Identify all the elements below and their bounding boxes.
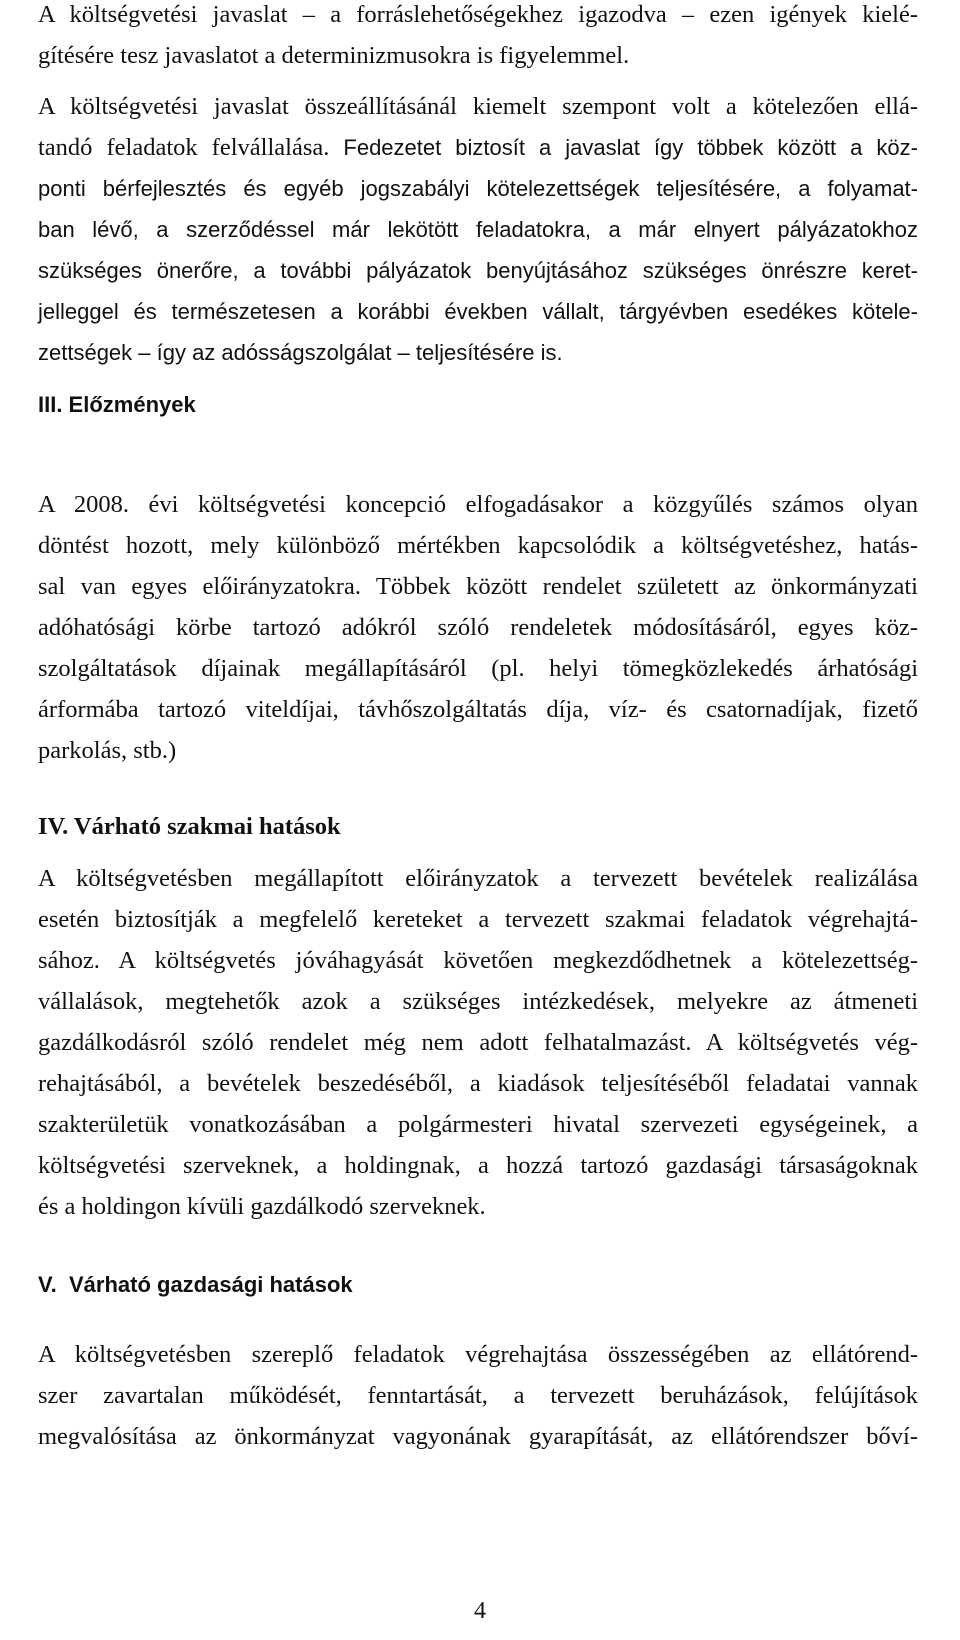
text-segment-sans: Fedezetet biztosít a javaslat így többek között a köz- [329, 135, 918, 160]
text-line: A költségvetési javaslat – a forráslehetőségekhez igazodva – ezen igények kielé- [38, 1, 918, 28]
text-line: A költségvetési javaslat összeállításánál kiemelt szempont volt a kötelezően ellá- [38, 93, 918, 120]
paragraph-professional-effects [38, 858, 918, 1227]
text-line: rehajtásából, a bevételek beszedéséből, a kiadások teljesítéséből feladatai vannak [38, 1070, 918, 1097]
text-line: ban lévő, a szerződéssel már lekötött feladatokra, a már elnyert pályázatokhoz [38, 217, 918, 242]
text-line: A költségvetésben megállapított előirányzatok a tervezett bevételek realizálása [38, 865, 918, 892]
text-line: megvalósítása az önkormányzat vagyonának gyarapítását, az ellátórendszer bőví- [38, 1423, 918, 1450]
text-line: adóhatósági körbe tartozó adókról szóló rendeletek módosításáról, egyes köz- [38, 614, 918, 641]
text-line: gazdálkodásról szóló rendelet még nem adott felhatalmazást. A költségvetés vég- [38, 1029, 918, 1056]
text-line: sal van egyes előirányzatokra. Többek között rendelet született az önkormányzati [38, 573, 918, 600]
text-line: szakterületük vonatkozásában a polgármesteri hivatal szervezeti egységeinek, a [38, 1111, 918, 1138]
paragraph-intro [38, 0, 918, 76]
text-line: szolgáltatások díjainak megállapításáról (pl. helyi tömegközlekedés árhatósági [38, 655, 918, 682]
paragraph-budget-priorities [38, 86, 918, 373]
text-line: vállalások, megtehetők azok a szükséges intézkedések, melyekre az átmeneti [38, 988, 918, 1015]
text-line: és a holdingon kívüli gazdálkodó szerveknek. [38, 1193, 486, 1220]
text-line: zettségek – így az adósságszolgálat – teljesítésére is. [38, 340, 563, 365]
text-line: jelleggel és természetesen a korábbi években vállalt, tárgyévben esedékes kötele- [38, 299, 918, 324]
text-line: költségvetési szerveknek, a holdingnak, a hozzá tartozó gazdasági társaságoknak [38, 1152, 918, 1179]
text-line: ponti bérfejlesztés és egyéb jogszabályi kötelezettségek teljesítésére, a folyamat- [38, 176, 918, 201]
text-line: szer zavartalan működését, fenntartását, a tervezett beruházások, felújítások [38, 1382, 918, 1409]
text-line: szükséges önerőre, a további pályázatok benyújtásához szükséges önrészre keret- [38, 258, 918, 283]
text-line-mixed [38, 127, 918, 168]
paragraph-antecedents [38, 484, 918, 771]
text-line: A költségvetésben szereplő feladatok végrehajtása összességében az ellátórend- [38, 1341, 918, 1368]
text-line: parkolás, stb.) [38, 737, 177, 764]
text-line: sához. A költségvetés jóváhagyását követően megkezdődhetnek a kötelezettség- [38, 947, 918, 974]
text-line: A 2008. évi költségvetési koncepció elfogadásakor a közgyűlés számos olyan [38, 491, 918, 518]
section-heading-iii: III. Előzmények [38, 392, 196, 417]
text-line: esetén biztosítják a megfelelő kereteket a tervezett szakmai feladatok végrehajtá- [38, 906, 918, 933]
section-heading-v: V. Várható gazdasági hatások [38, 1272, 353, 1297]
text-line: gítésére tesz javaslatot a determinizmusokra is figyelemmel. [38, 42, 630, 69]
text-segment-serif: tandó feladatok felvállalása. [38, 134, 330, 161]
paragraph-economic-effects [38, 1334, 918, 1457]
section-heading-iv: IV. Várható szakmai hatások [38, 813, 341, 840]
text-line: döntést hozott, mely különböző mértékben kapcsolódik a költségvetéshez, hatás- [38, 532, 918, 559]
text-line: árformába tartozó viteldíjai, távhőszolgáltatás díja, víz- és csatornadíjak, fizető [38, 696, 918, 723]
page-number: 4 [474, 1598, 486, 1624]
